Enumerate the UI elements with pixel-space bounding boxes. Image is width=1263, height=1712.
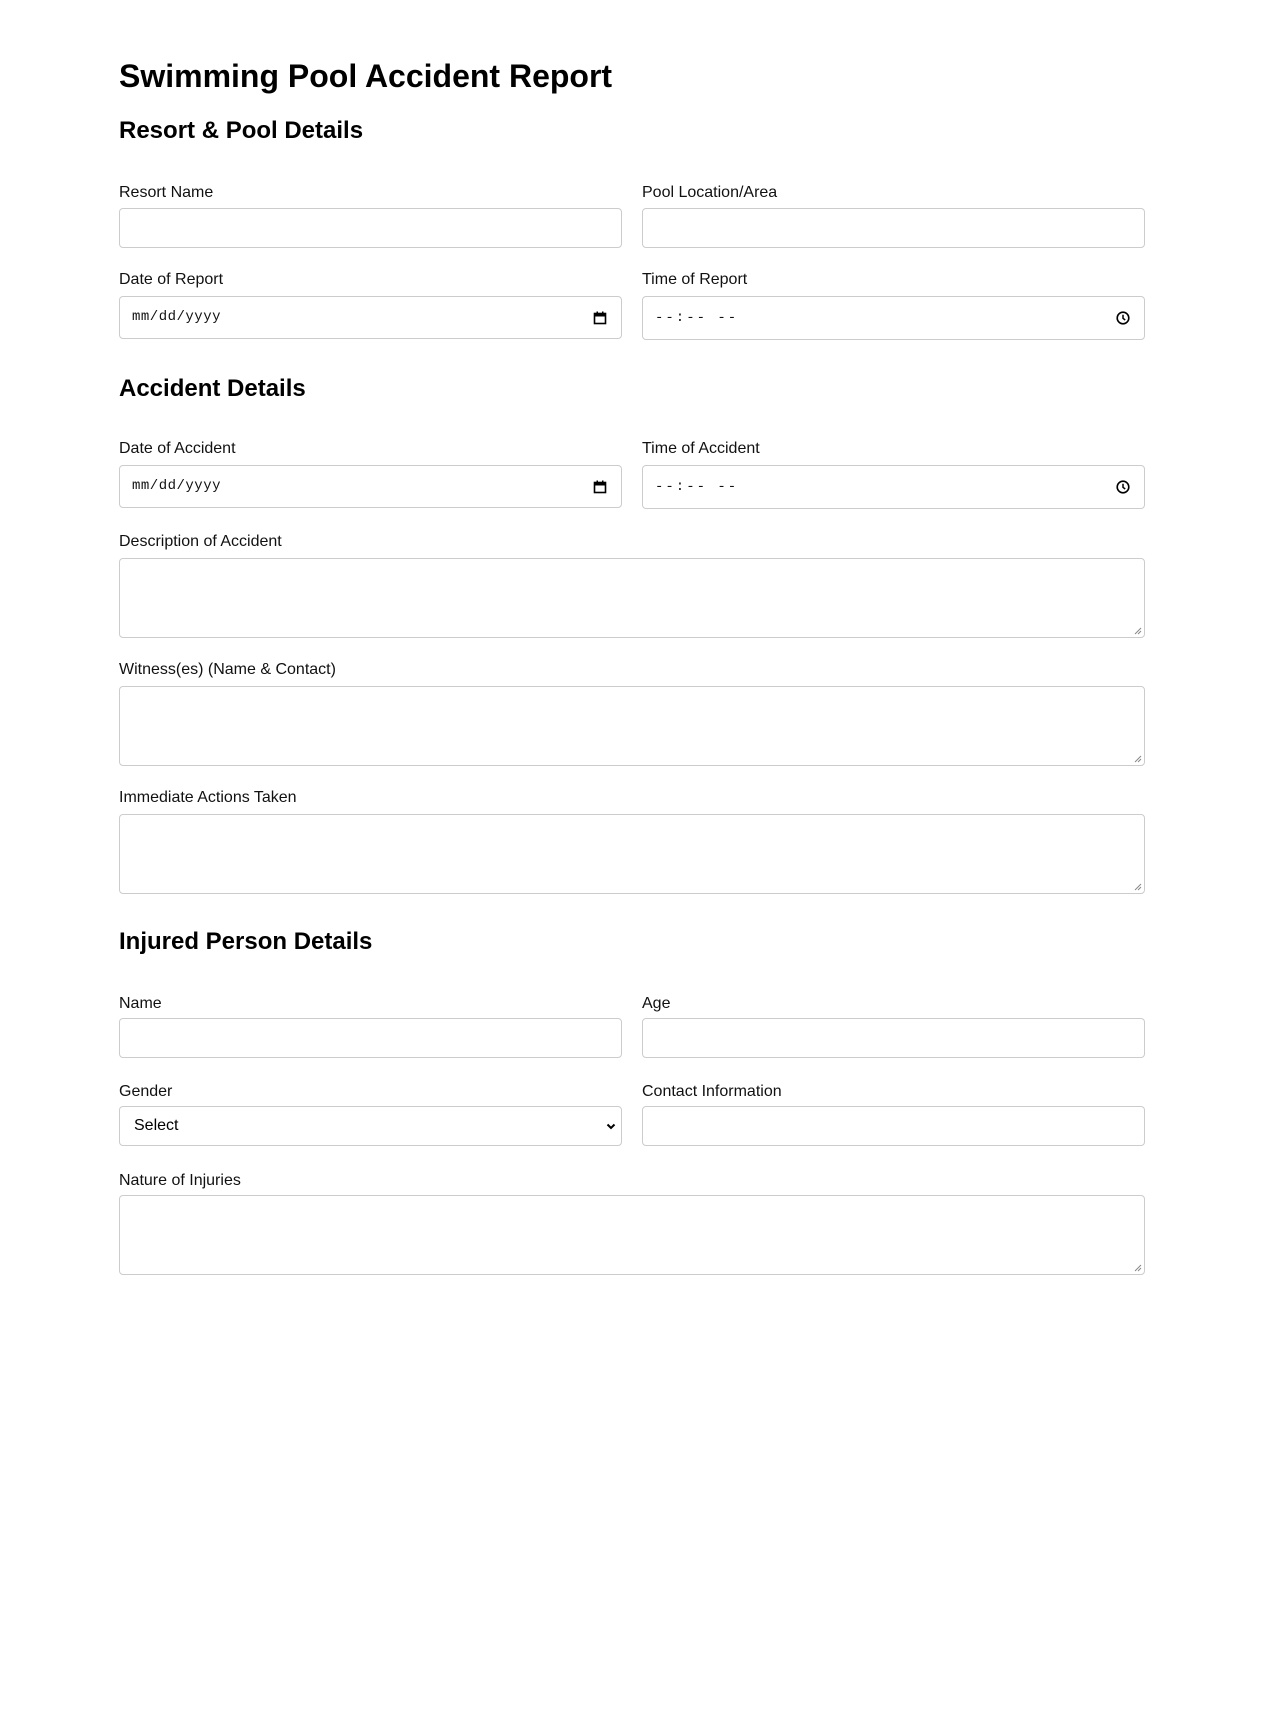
pool-location-label: Pool Location/Area <box>642 184 778 201</box>
date-placeholder: mm/dd/yyyy <box>132 478 222 494</box>
time-placeholder: --:-- -- <box>655 310 739 326</box>
time-of-accident-field <box>642 440 1145 509</box>
immediate-actions-field <box>119 789 1145 894</box>
date-of-report-label: Date of Report <box>119 271 224 288</box>
time-of-accident-label: Time of Accident <box>642 440 760 457</box>
page-title: Swimming Pool Accident Report <box>119 58 613 94</box>
time-of-accident-input[interactable] <box>642 465 1145 509</box>
injured-name-input[interactable] <box>119 1018 622 1058</box>
immediate-actions-label: Immediate Actions Taken <box>119 789 297 806</box>
section-heading-injured: Injured Person Details <box>119 928 373 955</box>
gender-label: Gender <box>119 1083 173 1100</box>
resize-handle-icon[interactable] <box>1133 882 1142 891</box>
contact-input[interactable] <box>642 1106 1145 1146</box>
calendar-icon[interactable] <box>592 310 608 326</box>
description-label: Description of Accident <box>119 533 282 550</box>
resize-handle-icon[interactable] <box>1133 754 1142 763</box>
time-of-report-input[interactable] <box>642 296 1145 340</box>
gender-field <box>119 1083 622 1146</box>
injured-name-field <box>119 995 622 1058</box>
age-input[interactable] <box>642 1018 1145 1058</box>
nature-of-injuries-label: Nature of Injuries <box>119 1172 241 1189</box>
clock-icon[interactable] <box>1115 310 1131 326</box>
clock-icon[interactable] <box>1115 479 1131 495</box>
chevron-down-icon <box>605 1120 617 1132</box>
injured-name-label: Name <box>119 995 162 1012</box>
pool-location-input[interactable] <box>642 208 1145 248</box>
resort-name-field <box>119 184 622 248</box>
contact-label: Contact Information <box>642 1083 782 1100</box>
calendar-icon[interactable] <box>592 479 608 495</box>
age-label: Age <box>642 995 671 1012</box>
contact-field <box>642 1083 1145 1146</box>
description-textarea[interactable] <box>119 558 1145 638</box>
date-of-accident-input[interactable] <box>119 465 622 508</box>
immediate-actions-textarea[interactable] <box>119 814 1145 894</box>
resort-name-input[interactable] <box>119 208 622 248</box>
description-field <box>119 533 1145 638</box>
age-field <box>642 995 1145 1058</box>
time-placeholder: --:-- -- <box>655 479 739 495</box>
nature-of-injuries-field <box>119 1172 1145 1275</box>
nature-of-injuries-textarea[interactable] <box>119 1195 1145 1275</box>
date-of-accident-field <box>119 440 622 508</box>
pool-location-field <box>642 184 1145 248</box>
date-placeholder: mm/dd/yyyy <box>132 309 222 325</box>
time-of-report-label: Time of Report <box>642 271 748 288</box>
section-heading-resort: Resort & Pool Details <box>119 117 364 144</box>
resize-handle-icon[interactable] <box>1133 1263 1142 1272</box>
resize-handle-icon[interactable] <box>1133 626 1142 635</box>
resort-name-label: Resort Name <box>119 184 214 201</box>
witnesses-textarea[interactable] <box>119 686 1145 766</box>
time-of-report-field <box>642 271 1145 340</box>
gender-selected-value: Select <box>134 1117 179 1134</box>
section-heading-accident: Accident Details <box>119 375 306 402</box>
witnesses-label: Witness(es) (Name & Contact) <box>119 661 336 678</box>
date-of-report-field <box>119 271 622 339</box>
date-of-accident-label: Date of Accident <box>119 440 236 457</box>
date-of-report-input[interactable] <box>119 296 622 339</box>
witnesses-field <box>119 661 1145 766</box>
gender-select[interactable] <box>119 1106 622 1146</box>
